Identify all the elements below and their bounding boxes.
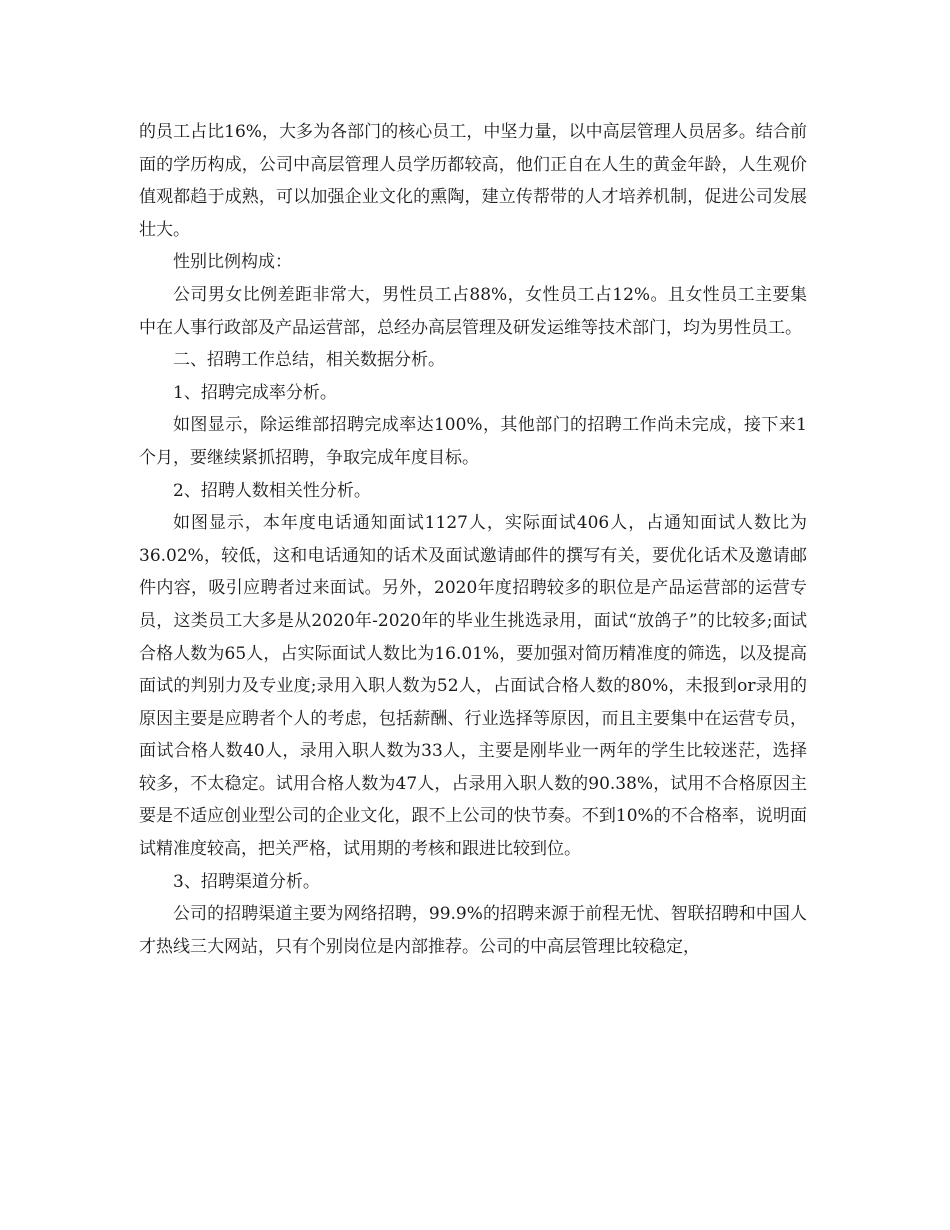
paragraph-headcount-correlation: 如图显示，本年度电话通知面试1127人，实际面试406人，占通知面试人数比为36.02%，较低，这和电话通知的话术及面试邀请邮件的撰写有关，要优化话术及邀请邮件内容，吸引应聘者过来面试。另外，2020年度招聘较多的职位是产品运营部的运营专员，这类员工大多是从2020年-2020年的毕业生挑选录用，面试“放鸽子”的比较多;面试合格人数为65人，占实际面试人数比为16.01%，要加强对简历精准度的筛选，以及提高面试的判别力及专业度;录用入职人数为52人，占面试合格人数的80%，未报到or录用的原因主要是应聘者个人的考虑，包括薪酬、行业选择等原因，而且主要集中在运营专员，面试合格人数40人，录用入职人数为33人，主要是刚毕业一两年的学生比较迷茫，选择较多，不太稳定。试用合格人数为47人，占录用入职人数的90.38%，试用不合格原因主要是不适应创业型公司的企业文化，跟不上公司的快节奏。不到10%的不合格率，说明面试精准度较高，把关严格，试用期的考核和跟进比较到位。	[139, 513, 807, 860]
document-body	[139, 116, 807, 963]
heading-headcount-correlation: 2、招聘人数相关性分析。	[173, 480, 371, 501]
paragraph-age-summary: 的员工占比16%，大多为各部门的核心员工，中坚力量，以中高层管理人员居多。结合前面的学历构成，公司中高层管理人员学历都较高，他们正自在人生的黄金年龄，人生观价值观都趋于成熟，可以加强企业文化的熏陶，建立传帮带的人才培养机制，促进公司发展壮大。	[139, 122, 807, 240]
paragraph-gender-ratio: 公司男女比例差距非常大，男性员工占88%，女性员工占12%。且女性员工主要集中在人事行政部及产品运营部，总经办高层管理及研发运维等技术部门，均为男性员工。	[139, 284, 807, 338]
paragraph-completion-rate: 如图显示，除运维部招聘完成率达100%，其他部门的招聘工作尚未完成，接下来1个月，要继续紧抓招聘，争取完成年度目标。	[139, 415, 807, 468]
paragraph-recruitment-channels: 公司的招聘渠道主要为网络招聘，99.9%的招聘来源于前程无忧、智联招聘和中国人才热线三大网站，只有个别岗位是内部推荐。公司的中高层管理比较稳定，	[139, 904, 807, 957]
heading-recruitment-channels: 3、招聘渠道分析。	[173, 871, 320, 892]
heading-gender-ratio: 性别比例构成：	[173, 252, 292, 273]
heading-recruitment-summary: 二、招聘工作总结，相关数据分析。	[173, 350, 445, 371]
heading-completion-rate: 1、招聘完成率分析。	[173, 382, 337, 403]
